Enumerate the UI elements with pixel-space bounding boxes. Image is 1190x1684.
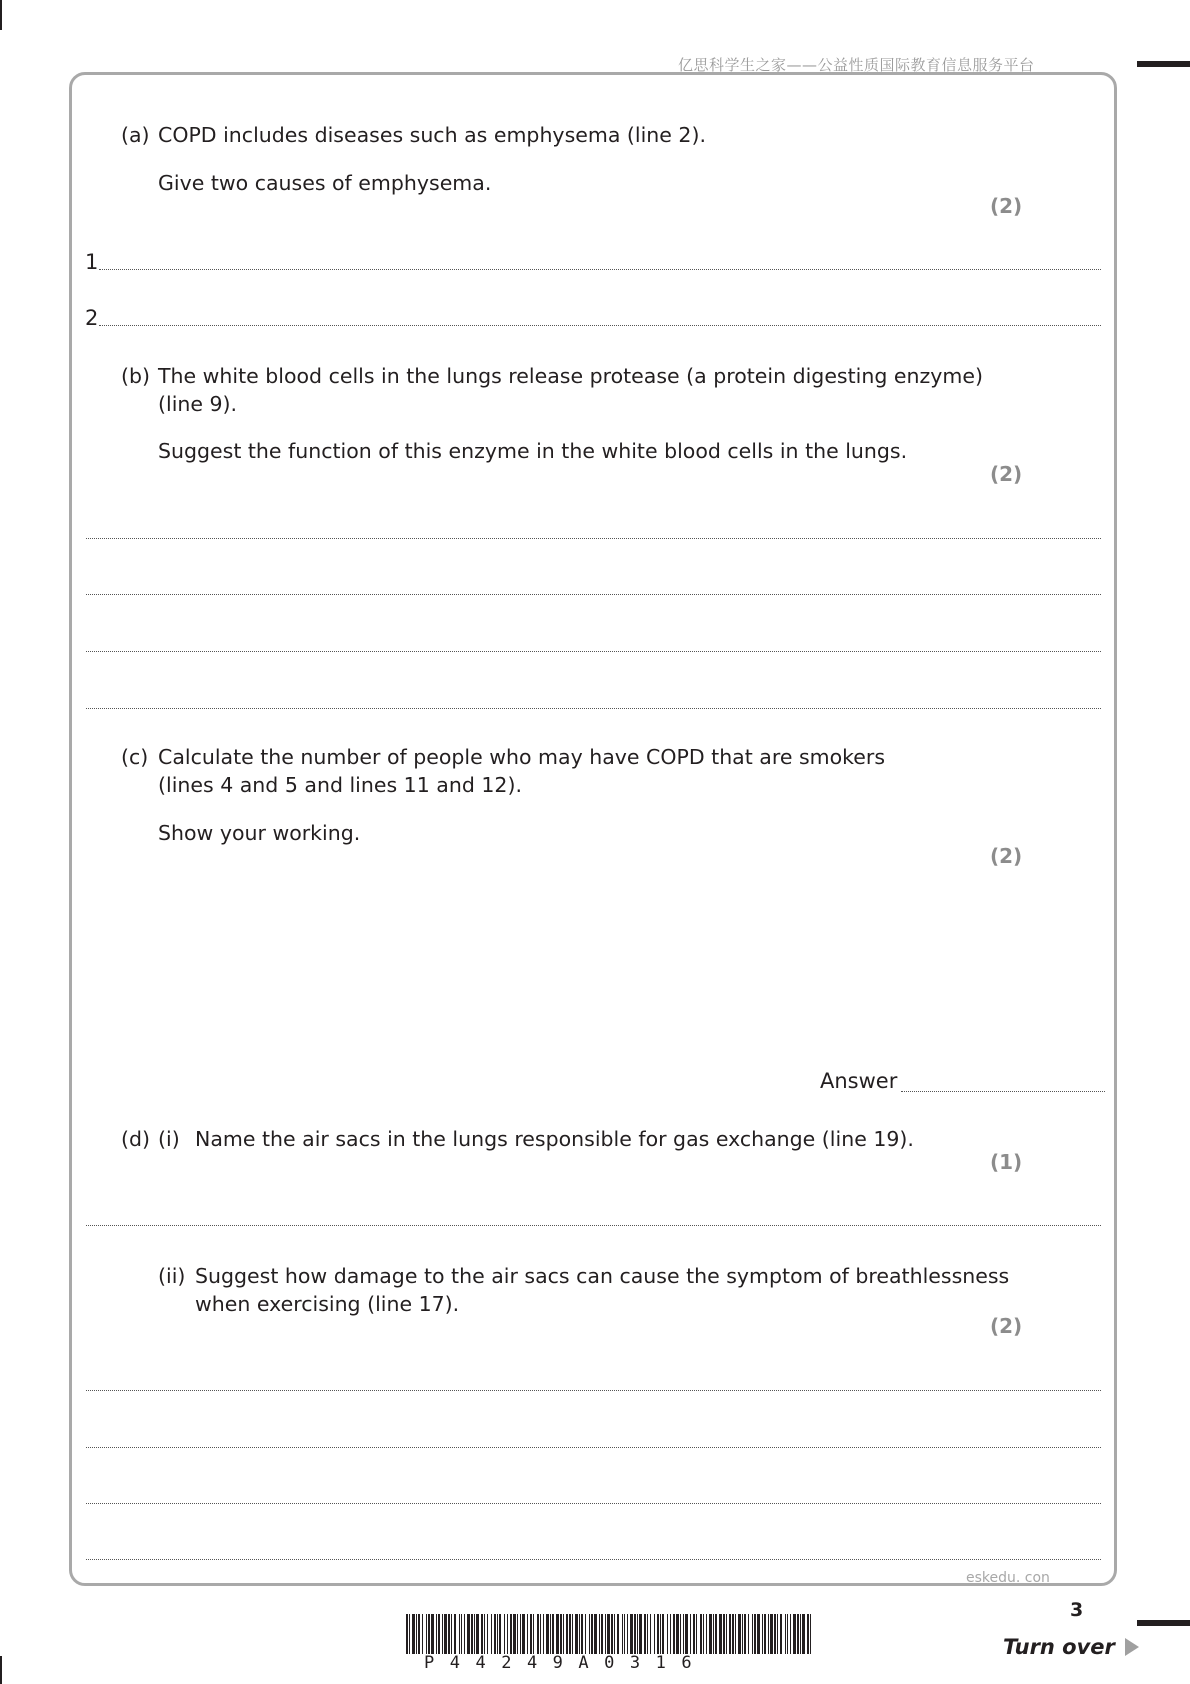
barcode-bar: [422, 1614, 423, 1654]
crop-mark-top-right: [1137, 61, 1190, 67]
barcode-bar: [790, 1614, 791, 1654]
barcode-bar: [662, 1614, 664, 1654]
answer-line-d-ii-4[interactable]: [86, 1559, 1101, 1560]
watermark-top: 亿思科学生之家——公益性质国际教育信息服务平台: [678, 56, 1035, 74]
turn-over-label: Turn over: [1003, 1635, 1115, 1659]
barcode-bar: [614, 1614, 615, 1654]
answer-line-number-1: 1: [85, 250, 99, 274]
crop-mark-top-left: [0, 0, 2, 30]
barcode-bar: [599, 1614, 600, 1654]
barcode-bar: [744, 1614, 746, 1654]
barcode-bar: [556, 1614, 559, 1654]
barcode-bar: [522, 1614, 525, 1654]
barcode-bar: [476, 1614, 479, 1654]
barcode-bar: [442, 1614, 443, 1654]
barcode-bar: [764, 1614, 766, 1654]
answer-line-b-2[interactable]: [86, 594, 1101, 595]
barcode-bar: [589, 1614, 590, 1654]
barcode-bar: [617, 1614, 619, 1654]
barcode-bar: [700, 1614, 702, 1654]
barcode-bar: [715, 1614, 717, 1654]
barcode-bar: [484, 1614, 485, 1654]
barcode-bar: [793, 1614, 796, 1654]
barcode-bar: [494, 1614, 496, 1654]
answer-line-d-i[interactable]: [86, 1225, 1101, 1226]
barcode-bar: [550, 1614, 551, 1654]
barcode-bar: [543, 1614, 544, 1654]
barcode-bar: [676, 1614, 679, 1654]
barcode-bar: [657, 1614, 659, 1654]
question-c-instruction: Show your working.: [158, 821, 361, 845]
barcode-bar: [406, 1614, 408, 1654]
question-a-text: COPD includes diseases such as emphysema (line 2).: [158, 123, 706, 147]
barcode-bar: [780, 1614, 782, 1654]
barcode-bar: [673, 1614, 675, 1654]
barcode-bar: [667, 1614, 668, 1654]
barcode-bar: [706, 1614, 707, 1654]
barcode-bar: [647, 1614, 648, 1654]
barcode-bar: [563, 1614, 564, 1654]
barcode-bar: [777, 1614, 778, 1654]
barcode-bar: [504, 1614, 505, 1654]
barcode: [406, 1614, 812, 1654]
barcode-bar: [491, 1614, 492, 1654]
question-b-instruction: Suggest the function of this enzyme in the white blood cells in the lungs.: [158, 439, 908, 463]
question-d-i: [121, 1125, 914, 1153]
barcode-bar: [732, 1614, 734, 1654]
question-d-ii-label: (ii): [158, 1264, 186, 1288]
question-a-marks: (2): [990, 194, 1023, 218]
barcode-bar: [785, 1614, 786, 1654]
barcode-bar: [696, 1614, 697, 1654]
watermark-bottom: eskedu. con: [966, 1570, 1050, 1586]
barcode-bar: [622, 1614, 623, 1654]
barcode-bar: [581, 1614, 583, 1654]
barcode-bar: [639, 1614, 642, 1654]
barcode-bar: [540, 1614, 541, 1654]
barcode-bar: [774, 1614, 776, 1654]
crop-mark-bottom-left: [0, 1656, 2, 1684]
question-b-label: (b): [121, 364, 151, 388]
barcode-bar: [670, 1614, 671, 1654]
question-d-i-marks: (1): [990, 1150, 1023, 1174]
answer-line-d-ii-3[interactable]: [86, 1503, 1101, 1504]
barcode-bar: [591, 1614, 593, 1654]
barcode-bar: [800, 1614, 801, 1654]
barcode-bar: [723, 1614, 725, 1654]
barcode-bar: [459, 1614, 460, 1654]
barcode-bar: [726, 1614, 727, 1654]
barcode-bar: [660, 1614, 661, 1654]
barcode-text: P44249A0316: [424, 1653, 708, 1673]
question-d-i-text: Name the air sacs in the lungs responsible for gas exchange (line 19).: [195, 1127, 914, 1151]
answer-line-number-2: 2: [85, 306, 99, 330]
question-d-ii-text-line2: when exercising (line 17).: [195, 1292, 460, 1316]
barcode-bar: [634, 1614, 636, 1654]
barcode-bar: [481, 1614, 483, 1654]
answer-line-a-1[interactable]: [99, 269, 1101, 270]
barcode-bar: [762, 1614, 763, 1654]
barcode-bar: [810, 1614, 811, 1654]
barcode-bar: [471, 1614, 473, 1654]
barcode-bar: [444, 1614, 447, 1654]
barcode-bar: [572, 1614, 573, 1654]
barcode-bar: [650, 1614, 651, 1654]
question-a: [121, 121, 706, 149]
barcode-bar: [742, 1614, 743, 1654]
barcode-bar: [693, 1614, 695, 1654]
question-a-label: (a): [121, 123, 150, 147]
barcode-bar: [499, 1614, 501, 1654]
barcode-bar: [412, 1614, 415, 1654]
barcode-bar: [683, 1614, 684, 1654]
barcode-bar: [454, 1614, 456, 1654]
barcode-bar: [569, 1614, 571, 1654]
question-d-ii-marks: (2): [990, 1314, 1023, 1338]
barcode-bar: [594, 1614, 597, 1654]
barcode-bar: [713, 1614, 714, 1654]
barcode-bar: [770, 1614, 773, 1654]
barcode-bar: [654, 1614, 655, 1654]
barcode-bar: [768, 1614, 769, 1654]
barcode-bar: [507, 1614, 508, 1654]
barcode-bar: [461, 1614, 462, 1654]
question-d-label: (d): [121, 1127, 151, 1151]
barcode-bar: [487, 1614, 488, 1654]
question-c-label: (c): [121, 745, 149, 769]
barcode-bar: [527, 1614, 528, 1654]
barcode-bar: [510, 1614, 512, 1654]
barcode-bar: [409, 1614, 410, 1654]
answer-line-a-2[interactable]: [99, 325, 1101, 326]
question-b: [121, 362, 983, 390]
barcode-bar: [436, 1614, 437, 1654]
barcode-bar: [530, 1614, 532, 1654]
arrow-right-icon: [1125, 1638, 1139, 1656]
barcode-bar: [451, 1614, 452, 1654]
barcode-bar: [428, 1614, 430, 1654]
barcode-bar: [757, 1614, 760, 1654]
answer-line-c[interactable]: [901, 1091, 1105, 1092]
question-b-text-line2: (line 9).: [158, 392, 238, 416]
barcode-bar: [575, 1614, 578, 1654]
barcode-bar: [513, 1614, 516, 1654]
barcode-bar: [601, 1614, 603, 1654]
crop-mark-bottom-right: [1137, 1620, 1190, 1626]
barcode-bar: [729, 1614, 731, 1654]
barcode-bar: [630, 1614, 633, 1654]
barcode-bar: [416, 1614, 417, 1654]
barcode-bar: [605, 1614, 606, 1654]
question-b-marks: (2): [990, 462, 1023, 486]
barcode-bar: [438, 1614, 440, 1654]
page-number: 3: [1070, 1599, 1084, 1621]
barcode-bar: [560, 1614, 562, 1654]
barcode-bar: [431, 1614, 434, 1654]
barcode-bar: [735, 1614, 736, 1654]
question-a-instruction: Give two causes of emphysema.: [158, 171, 492, 195]
barcode-bar: [627, 1614, 628, 1654]
barcode-bar: [797, 1614, 799, 1654]
question-d-i-label: (i): [158, 1127, 180, 1151]
answer-line-b-1[interactable]: [86, 538, 1101, 539]
barcode-bar: [754, 1614, 756, 1654]
answer-line-d-ii-1[interactable]: [86, 1390, 1101, 1391]
barcode-bar: [579, 1614, 580, 1654]
barcode-bar: [637, 1614, 638, 1654]
barcode-bar: [464, 1614, 465, 1654]
barcode-bar: [624, 1614, 625, 1654]
barcode-bar: [497, 1614, 498, 1654]
question-c: [121, 743, 885, 771]
barcode-bar: [690, 1614, 691, 1654]
barcode-bar: [546, 1614, 549, 1654]
barcode-bar: [644, 1614, 646, 1654]
barcode-bar: [807, 1614, 809, 1654]
barcode-bar: [738, 1614, 741, 1654]
barcode-bar: [787, 1614, 788, 1654]
barcode-bar: [426, 1614, 427, 1654]
answer-line-d-ii-2[interactable]: [86, 1447, 1101, 1448]
barcode-bar: [685, 1614, 688, 1654]
barcode-bar: [448, 1614, 450, 1654]
answer-line-b-4[interactable]: [86, 708, 1101, 709]
answer-line-b-3[interactable]: [86, 651, 1101, 652]
barcode-bar: [709, 1614, 712, 1654]
barcode-bar: [703, 1614, 704, 1654]
question-d-ii: [158, 1262, 1009, 1290]
question-b-text-line1: The white blood cells in the lungs release protease (a protein digesting enzyme): [158, 364, 983, 388]
barcode-bar: [467, 1614, 470, 1654]
barcode-bar: [418, 1614, 420, 1654]
barcode-bar: [748, 1614, 749, 1654]
barcode-bar: [517, 1614, 518, 1654]
barcode-bar: [680, 1614, 681, 1654]
barcode-bar: [607, 1614, 610, 1654]
question-c-text-line1: Calculate the number of people who may have COPD that are smokers: [158, 745, 886, 769]
question-c-text-line2: (lines 4 and 5 and lines 11 and 12).: [158, 773, 522, 797]
barcode-bar: [566, 1614, 568, 1654]
barcode-bar: [533, 1614, 534, 1654]
answer-label: Answer: [820, 1069, 898, 1093]
barcode-bar: [552, 1614, 554, 1654]
barcode-bar: [802, 1614, 805, 1654]
barcode-bar: [520, 1614, 521, 1654]
question-c-marks: (2): [990, 844, 1023, 868]
barcode-bar: [537, 1614, 539, 1654]
barcode-bar: [474, 1614, 475, 1654]
turn-over: [1003, 1635, 1139, 1659]
question-d-ii-text-line1: Suggest how damage to the air sacs can cause the symptom of breathlessness: [195, 1264, 1010, 1288]
barcode-bar: [719, 1614, 722, 1654]
barcode-bar: [611, 1614, 613, 1654]
barcode-bar: [585, 1614, 586, 1654]
barcode-bar: [752, 1614, 753, 1654]
